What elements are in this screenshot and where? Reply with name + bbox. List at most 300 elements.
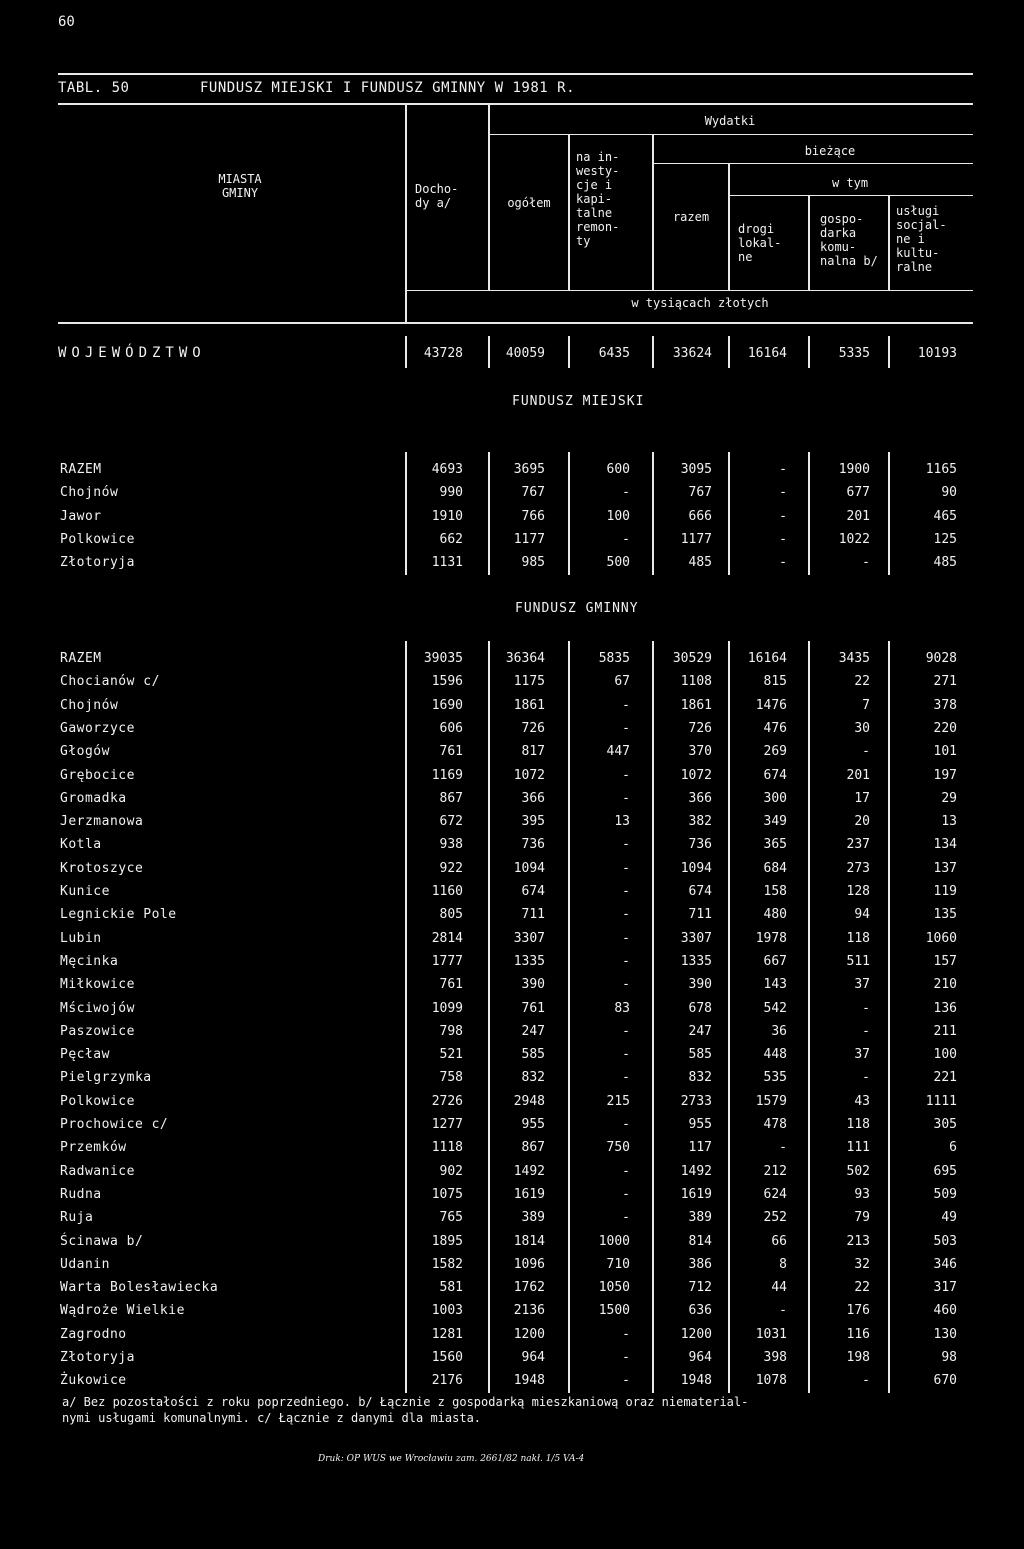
table-cell: 465 <box>933 509 957 524</box>
table-cell: 3695 <box>513 462 545 477</box>
table-cell: - <box>779 1303 787 1318</box>
table-cell: 447 <box>606 744 630 759</box>
table-cell: 252 <box>763 1210 787 1225</box>
table-cell: 1160 <box>431 884 463 899</box>
table-cell: 684 <box>763 861 787 876</box>
table-cell: 712 <box>688 1280 712 1295</box>
table-cell: - <box>862 1024 870 1039</box>
table-cell: 237 <box>846 837 870 852</box>
table-cell: - <box>622 791 630 806</box>
table-cell: 382 <box>688 814 712 829</box>
table-cell: 677 <box>846 485 870 500</box>
table-cell: 201 <box>846 768 870 783</box>
table-cell: 32 <box>854 1257 870 1272</box>
table-cell: 670 <box>933 1373 957 1388</box>
row-name: Ścinawa b/ <box>60 1234 144 1249</box>
col-miasta-gminy: MIASTA GMINY <box>218 172 262 200</box>
table-cell: 1335 <box>680 954 712 969</box>
table-cell: 134 <box>933 837 957 852</box>
table-cell: 1022 <box>838 532 870 547</box>
table-cell: 386 <box>688 1257 712 1272</box>
table-title: FUNDUSZ MIEJSKI I FUNDUSZ GMINNY W 1981 R. <box>200 80 576 96</box>
table-cell: 210 <box>933 977 957 992</box>
row-name: Radwanice <box>60 1164 135 1179</box>
table-cell: 118 <box>846 1117 870 1132</box>
table-cell: 1277 <box>431 1117 463 1132</box>
table-cell: 66 <box>771 1234 787 1249</box>
table-cell: 902 <box>439 1164 463 1179</box>
table-cell: 7 <box>862 698 870 713</box>
footnote-2: nymi usługami komunalnymi. c/ Łącznie z danymi dla miasta. <box>62 1411 482 1425</box>
row-name: Kotla <box>60 837 102 852</box>
table-cell: 37 <box>854 977 870 992</box>
table-cell: 389 <box>688 1210 712 1225</box>
table-cell: 1978 <box>755 931 787 946</box>
table-cell: 624 <box>763 1187 787 1202</box>
table-cell: 938 <box>439 837 463 852</box>
table-cell: 1560 <box>431 1350 463 1365</box>
table-cell: 922 <box>439 861 463 876</box>
table-cell: 711 <box>688 907 712 922</box>
table-cell: 1078 <box>755 1373 787 1388</box>
table-cell: 111 <box>846 1140 870 1155</box>
table-cell: 1476 <box>755 698 787 713</box>
table-cell: 43728 <box>423 346 463 361</box>
table-cell: 2733 <box>680 1094 712 1109</box>
table-cell: 211 <box>933 1024 957 1039</box>
row-name: Kunice <box>60 884 110 899</box>
table-cell: - <box>622 698 630 713</box>
table-cell: 1500 <box>598 1303 630 1318</box>
table-cell: 736 <box>521 837 545 852</box>
table-cell: 542 <box>763 1001 787 1016</box>
table-cell: 1050 <box>598 1280 630 1295</box>
table-cell: - <box>622 837 630 852</box>
table-cell: 1861 <box>680 698 712 713</box>
table-cell: - <box>622 931 630 946</box>
table-cell: 710 <box>606 1257 630 1272</box>
table-cell: 509 <box>933 1187 957 1202</box>
table-cell: 1900 <box>838 462 870 477</box>
table-cell: 1072 <box>680 768 712 783</box>
table-cell: - <box>622 485 630 500</box>
table-cell: 94 <box>854 907 870 922</box>
table-cell: 867 <box>521 1140 545 1155</box>
table-cell: 798 <box>439 1024 463 1039</box>
table-cell: 503 <box>933 1234 957 1249</box>
table-cell: - <box>622 1210 630 1225</box>
row-name: Zagrodno <box>60 1327 127 1342</box>
row-name: Miłkowice <box>60 977 135 992</box>
row-name: Udanin <box>60 1257 110 1272</box>
table-cell: - <box>622 1024 630 1039</box>
table-cell: 40059 <box>505 346 545 361</box>
row-name: Gaworzyce <box>60 721 135 736</box>
table-cell: 955 <box>521 1117 545 1132</box>
section-title: FUNDUSZ GMINNY <box>515 601 639 616</box>
table-cell: 201 <box>846 509 870 524</box>
table-cell: 674 <box>521 884 545 899</box>
table-cell: 378 <box>933 698 957 713</box>
table-cell: - <box>862 744 870 759</box>
row-name: Gromadka <box>60 791 127 806</box>
table-cell: 119 <box>933 884 957 899</box>
col-gospodarka: gospo- darka komu- nalna b/ <box>820 212 878 268</box>
row-name: RAZEM <box>60 462 102 477</box>
table-cell: 1582 <box>431 1257 463 1272</box>
table-cell: 33624 <box>672 346 712 361</box>
table-cell: 1099 <box>431 1001 463 1016</box>
table-cell: 44 <box>771 1280 787 1295</box>
table-cell: 678 <box>688 1001 712 1016</box>
table-cell: 674 <box>688 884 712 899</box>
table-cell: 667 <box>763 954 787 969</box>
table-cell: 398 <box>763 1350 787 1365</box>
table-cell: 212 <box>763 1164 787 1179</box>
row-name: Chojnów <box>60 698 119 713</box>
table-cell: 1200 <box>680 1327 712 1342</box>
col-biezace: bieżące <box>804 144 856 158</box>
col-uslugi: usługi socjal- ne i kultu- ralne <box>896 204 947 274</box>
table-cell: 606 <box>439 721 463 736</box>
row-name: Wądroże Wielkie <box>60 1303 185 1318</box>
table-cell: 3095 <box>680 462 712 477</box>
col-w-tym: w tym <box>831 176 869 190</box>
table-cell: 761 <box>439 977 463 992</box>
row-name: Jawor <box>60 509 102 524</box>
table-cell: - <box>779 485 787 500</box>
table-cell: 2814 <box>431 931 463 946</box>
table-cell: 502 <box>846 1164 870 1179</box>
table-cell: 100 <box>933 1047 957 1062</box>
table-cell: 49 <box>941 1210 957 1225</box>
table-cell: 1492 <box>513 1164 545 1179</box>
wtym-rule <box>728 195 973 196</box>
table-cell: 662 <box>439 532 463 547</box>
table-cell: 390 <box>688 977 712 992</box>
table-cell: 448 <box>763 1047 787 1062</box>
table-cell: 955 <box>688 1117 712 1132</box>
table-cell: 395 <box>521 814 545 829</box>
row-name: Złotoryja <box>60 555 135 570</box>
row-name: Warta Bolesławiecka <box>60 1280 219 1295</box>
table-cell: 366 <box>688 791 712 806</box>
table-cell: 247 <box>688 1024 712 1039</box>
table-cell: 43 <box>854 1094 870 1109</box>
biezace-rule <box>652 163 973 164</box>
table-cell: 1031 <box>755 1327 787 1342</box>
table-cell: 30529 <box>672 651 712 666</box>
table-cell: 485 <box>688 555 712 570</box>
table-cell: 101 <box>933 744 957 759</box>
column-separator <box>808 336 810 368</box>
col-drogi: drogi lokal- ne <box>738 222 782 264</box>
table-cell: 2136 <box>513 1303 545 1318</box>
table-cell: 269 <box>763 744 787 759</box>
table-cell: 867 <box>439 791 463 806</box>
units-label: w tysiącach złotych <box>631 296 769 310</box>
table-cell: 1075 <box>431 1187 463 1202</box>
table-cell: 93 <box>854 1187 870 1202</box>
table-cell: 674 <box>763 768 787 783</box>
table-cell: 964 <box>521 1350 545 1365</box>
row-name: Mściwojów <box>60 1001 135 1016</box>
table-cell: 2176 <box>431 1373 463 1388</box>
table-cell: 1910 <box>431 509 463 524</box>
table-cell: 13 <box>614 814 630 829</box>
table-cell: 36364 <box>505 651 545 666</box>
table-cell: 672 <box>439 814 463 829</box>
table-cell: - <box>862 1373 870 1388</box>
table-cell: 370 <box>688 744 712 759</box>
table-cell: 305 <box>933 1117 957 1132</box>
row-name: Chojnów <box>60 485 119 500</box>
table-cell: 16164 <box>747 651 787 666</box>
table-cell: 213 <box>846 1234 870 1249</box>
table-cell: 1094 <box>680 861 712 876</box>
table-cell: - <box>779 1140 787 1155</box>
table-cell: 765 <box>439 1210 463 1225</box>
table-cell: 4693 <box>431 462 463 477</box>
table-cell: 1690 <box>431 698 463 713</box>
table-label: TABL. 50 <box>58 80 130 96</box>
printer-note: Druk: OP WUS we Wrocławiu zam. 2661/82 nakł. 1/5 VA-4 <box>318 1454 585 1464</box>
table-cell: 485 <box>933 555 957 570</box>
table-cell: 1177 <box>680 532 712 547</box>
table-cell: 17 <box>854 791 870 806</box>
table-cell: 1281 <box>431 1327 463 1342</box>
table-cell: 197 <box>933 768 957 783</box>
table-cell: 535 <box>763 1070 787 1085</box>
table-cell: 1169 <box>431 768 463 783</box>
table-cell: 1094 <box>513 861 545 876</box>
table-cell: - <box>622 768 630 783</box>
table-cell: 100 <box>606 509 630 524</box>
table-cell: 1948 <box>513 1373 545 1388</box>
table-cell: 1165 <box>925 462 957 477</box>
table-cell: 585 <box>521 1047 545 1062</box>
table-cell: 726 <box>521 721 545 736</box>
table-cell: - <box>622 1070 630 1085</box>
table-cell: 10193 <box>917 346 957 361</box>
column-separator <box>405 336 407 368</box>
table-cell: 511 <box>846 954 870 969</box>
table-cell: - <box>622 1187 630 1202</box>
top-rule <box>58 73 973 75</box>
table-cell: 130 <box>933 1327 957 1342</box>
column-separator <box>568 336 570 368</box>
column-separator <box>652 336 654 368</box>
table-cell: 480 <box>763 907 787 922</box>
table-cell: 16164 <box>747 346 787 361</box>
table-cell: 118 <box>846 931 870 946</box>
table-cell: 814 <box>688 1234 712 1249</box>
table-cell: - <box>622 861 630 876</box>
table-cell: 137 <box>933 861 957 876</box>
table-cell: 366 <box>521 791 545 806</box>
table-cell: 198 <box>846 1350 870 1365</box>
table-cell: - <box>622 1117 630 1132</box>
table-cell: 13 <box>941 814 957 829</box>
col-razem: razem <box>672 210 710 224</box>
table-cell: 985 <box>521 555 545 570</box>
table-cell: 750 <box>606 1140 630 1155</box>
page-number: 60 <box>58 14 75 30</box>
table-cell: 636 <box>688 1303 712 1318</box>
row-name: Grębocice <box>60 768 135 783</box>
table-cell: 220 <box>933 721 957 736</box>
table-cell: 221 <box>933 1070 957 1085</box>
column-separator <box>888 452 890 575</box>
table-cell: 736 <box>688 837 712 852</box>
table-cell: 9028 <box>925 651 957 666</box>
table-cell: 1177 <box>513 532 545 547</box>
row-name: Żukowice <box>60 1373 127 1388</box>
row-name: Męcinka <box>60 954 119 969</box>
table-cell: 758 <box>439 1070 463 1085</box>
table-cell: - <box>779 555 787 570</box>
table-cell: - <box>862 555 870 570</box>
row-name: Legnickie Pole <box>60 907 177 922</box>
column-separator <box>488 336 490 368</box>
table-cell: 1619 <box>513 1187 545 1202</box>
wojewodztwo-label: WOJEWÓDZTWO <box>58 345 206 361</box>
row-name: Ruja <box>60 1210 94 1225</box>
table-cell: 300 <box>763 791 787 806</box>
table-cell: 1948 <box>680 1373 712 1388</box>
row-name: RAZEM <box>60 651 102 666</box>
table-cell: - <box>779 509 787 524</box>
table-cell: 695 <box>933 1164 957 1179</box>
row-name: Złotoryja <box>60 1350 135 1365</box>
row-name: Polkowice <box>60 532 135 547</box>
table-cell: 1895 <box>431 1234 463 1249</box>
table-cell: 158 <box>763 884 787 899</box>
table-cell: 39035 <box>423 651 463 666</box>
table-cell: 478 <box>763 1117 787 1132</box>
table-cell: 990 <box>439 485 463 500</box>
table-cell: 79 <box>854 1210 870 1225</box>
table-cell: 1000 <box>598 1234 630 1249</box>
table-cell: - <box>622 1164 630 1179</box>
table-cell: 3435 <box>838 651 870 666</box>
table-cell: 1200 <box>513 1327 545 1342</box>
table-cell: 3307 <box>680 931 712 946</box>
table-cell: 365 <box>763 837 787 852</box>
row-name: Pęcław <box>60 1047 110 1062</box>
table-cell: - <box>622 1373 630 1388</box>
table-cell: 1131 <box>431 555 463 570</box>
table-cell: 460 <box>933 1303 957 1318</box>
table-cell: 136 <box>933 1001 957 1016</box>
table-cell: 761 <box>439 744 463 759</box>
table-cell: 500 <box>606 555 630 570</box>
title-rule <box>58 103 973 105</box>
table-cell: - <box>622 954 630 969</box>
col-dochody: Docho- dy a/ <box>415 182 459 210</box>
row-name: Rudna <box>60 1187 102 1202</box>
table-cell: 83 <box>614 1001 630 1016</box>
table-cell: 3307 <box>513 931 545 946</box>
table-cell: 666 <box>688 509 712 524</box>
table-cell: 5835 <box>598 651 630 666</box>
table-cell: 711 <box>521 907 545 922</box>
table-cell: 22 <box>854 674 870 689</box>
table-cell: 390 <box>521 977 545 992</box>
table-cell: 389 <box>521 1210 545 1225</box>
section-title: FUNDUSZ MIEJSKI <box>512 394 645 409</box>
footnote-1: a/ Bez pozostałości z roku poprzedniego. b/ Łącznie z gospodarką mieszkaniową oraz niematerial- <box>62 1395 749 1409</box>
table-cell: 20 <box>854 814 870 829</box>
table-cell: 1111 <box>925 1094 957 1109</box>
table-cell: 36 <box>771 1024 787 1039</box>
table-cell: 1861 <box>513 698 545 713</box>
table-cell: - <box>622 532 630 547</box>
table-cell: 1762 <box>513 1280 545 1295</box>
table-cell: - <box>622 884 630 899</box>
row-name: Prochowice c/ <box>60 1117 169 1132</box>
table-cell: 116 <box>846 1327 870 1342</box>
table-cell: 90 <box>941 485 957 500</box>
table-cell: 157 <box>933 954 957 969</box>
col-wydatki: Wydatki <box>704 114 756 128</box>
table-cell: 8 <box>779 1257 787 1272</box>
table-cell: 761 <box>521 1001 545 1016</box>
row-name: Krotoszyce <box>60 861 144 876</box>
table-cell: - <box>622 721 630 736</box>
table-cell: 125 <box>933 532 957 547</box>
column-separator <box>728 336 730 368</box>
table-cell: 600 <box>606 462 630 477</box>
table-cell: 1096 <box>513 1257 545 1272</box>
table-cell: - <box>862 1070 870 1085</box>
table-cell: 767 <box>521 485 545 500</box>
row-name: Paszowice <box>60 1024 135 1039</box>
table-cell: 817 <box>521 744 545 759</box>
table-cell: 30 <box>854 721 870 736</box>
table-cell: - <box>622 1350 630 1365</box>
table-cell: 176 <box>846 1303 870 1318</box>
table-cell: 67 <box>614 674 630 689</box>
row-name: Pielgrzymka <box>60 1070 152 1085</box>
table-cell: 805 <box>439 907 463 922</box>
table-cell: 128 <box>846 884 870 899</box>
table-cell: 832 <box>521 1070 545 1085</box>
table-cell: 215 <box>606 1094 630 1109</box>
table-cell: 767 <box>688 485 712 500</box>
table-cell: 1492 <box>680 1164 712 1179</box>
table-cell: 581 <box>439 1280 463 1295</box>
table-cell: - <box>779 462 787 477</box>
table-cell: 766 <box>521 509 545 524</box>
col-inwestycje: na in- westy- cje i kapi- talne remon- ty <box>576 150 620 248</box>
col-ogolem: ogółem <box>507 196 551 210</box>
table-cell: 271 <box>933 674 957 689</box>
table-cell: 1335 <box>513 954 545 969</box>
table-cell: 1072 <box>513 768 545 783</box>
table-cell: 2948 <box>513 1094 545 1109</box>
table-cell: 1108 <box>680 674 712 689</box>
table-cell: 5335 <box>838 346 870 361</box>
row-name: Jerzmanowa <box>60 814 144 829</box>
table-cell: 317 <box>933 1280 957 1295</box>
column-separator <box>888 336 890 368</box>
table-cell: 521 <box>439 1047 463 1062</box>
units-rule-top <box>405 290 973 291</box>
table-cell: - <box>622 977 630 992</box>
table-cell: 1596 <box>431 674 463 689</box>
table-cell: 22 <box>854 1280 870 1295</box>
